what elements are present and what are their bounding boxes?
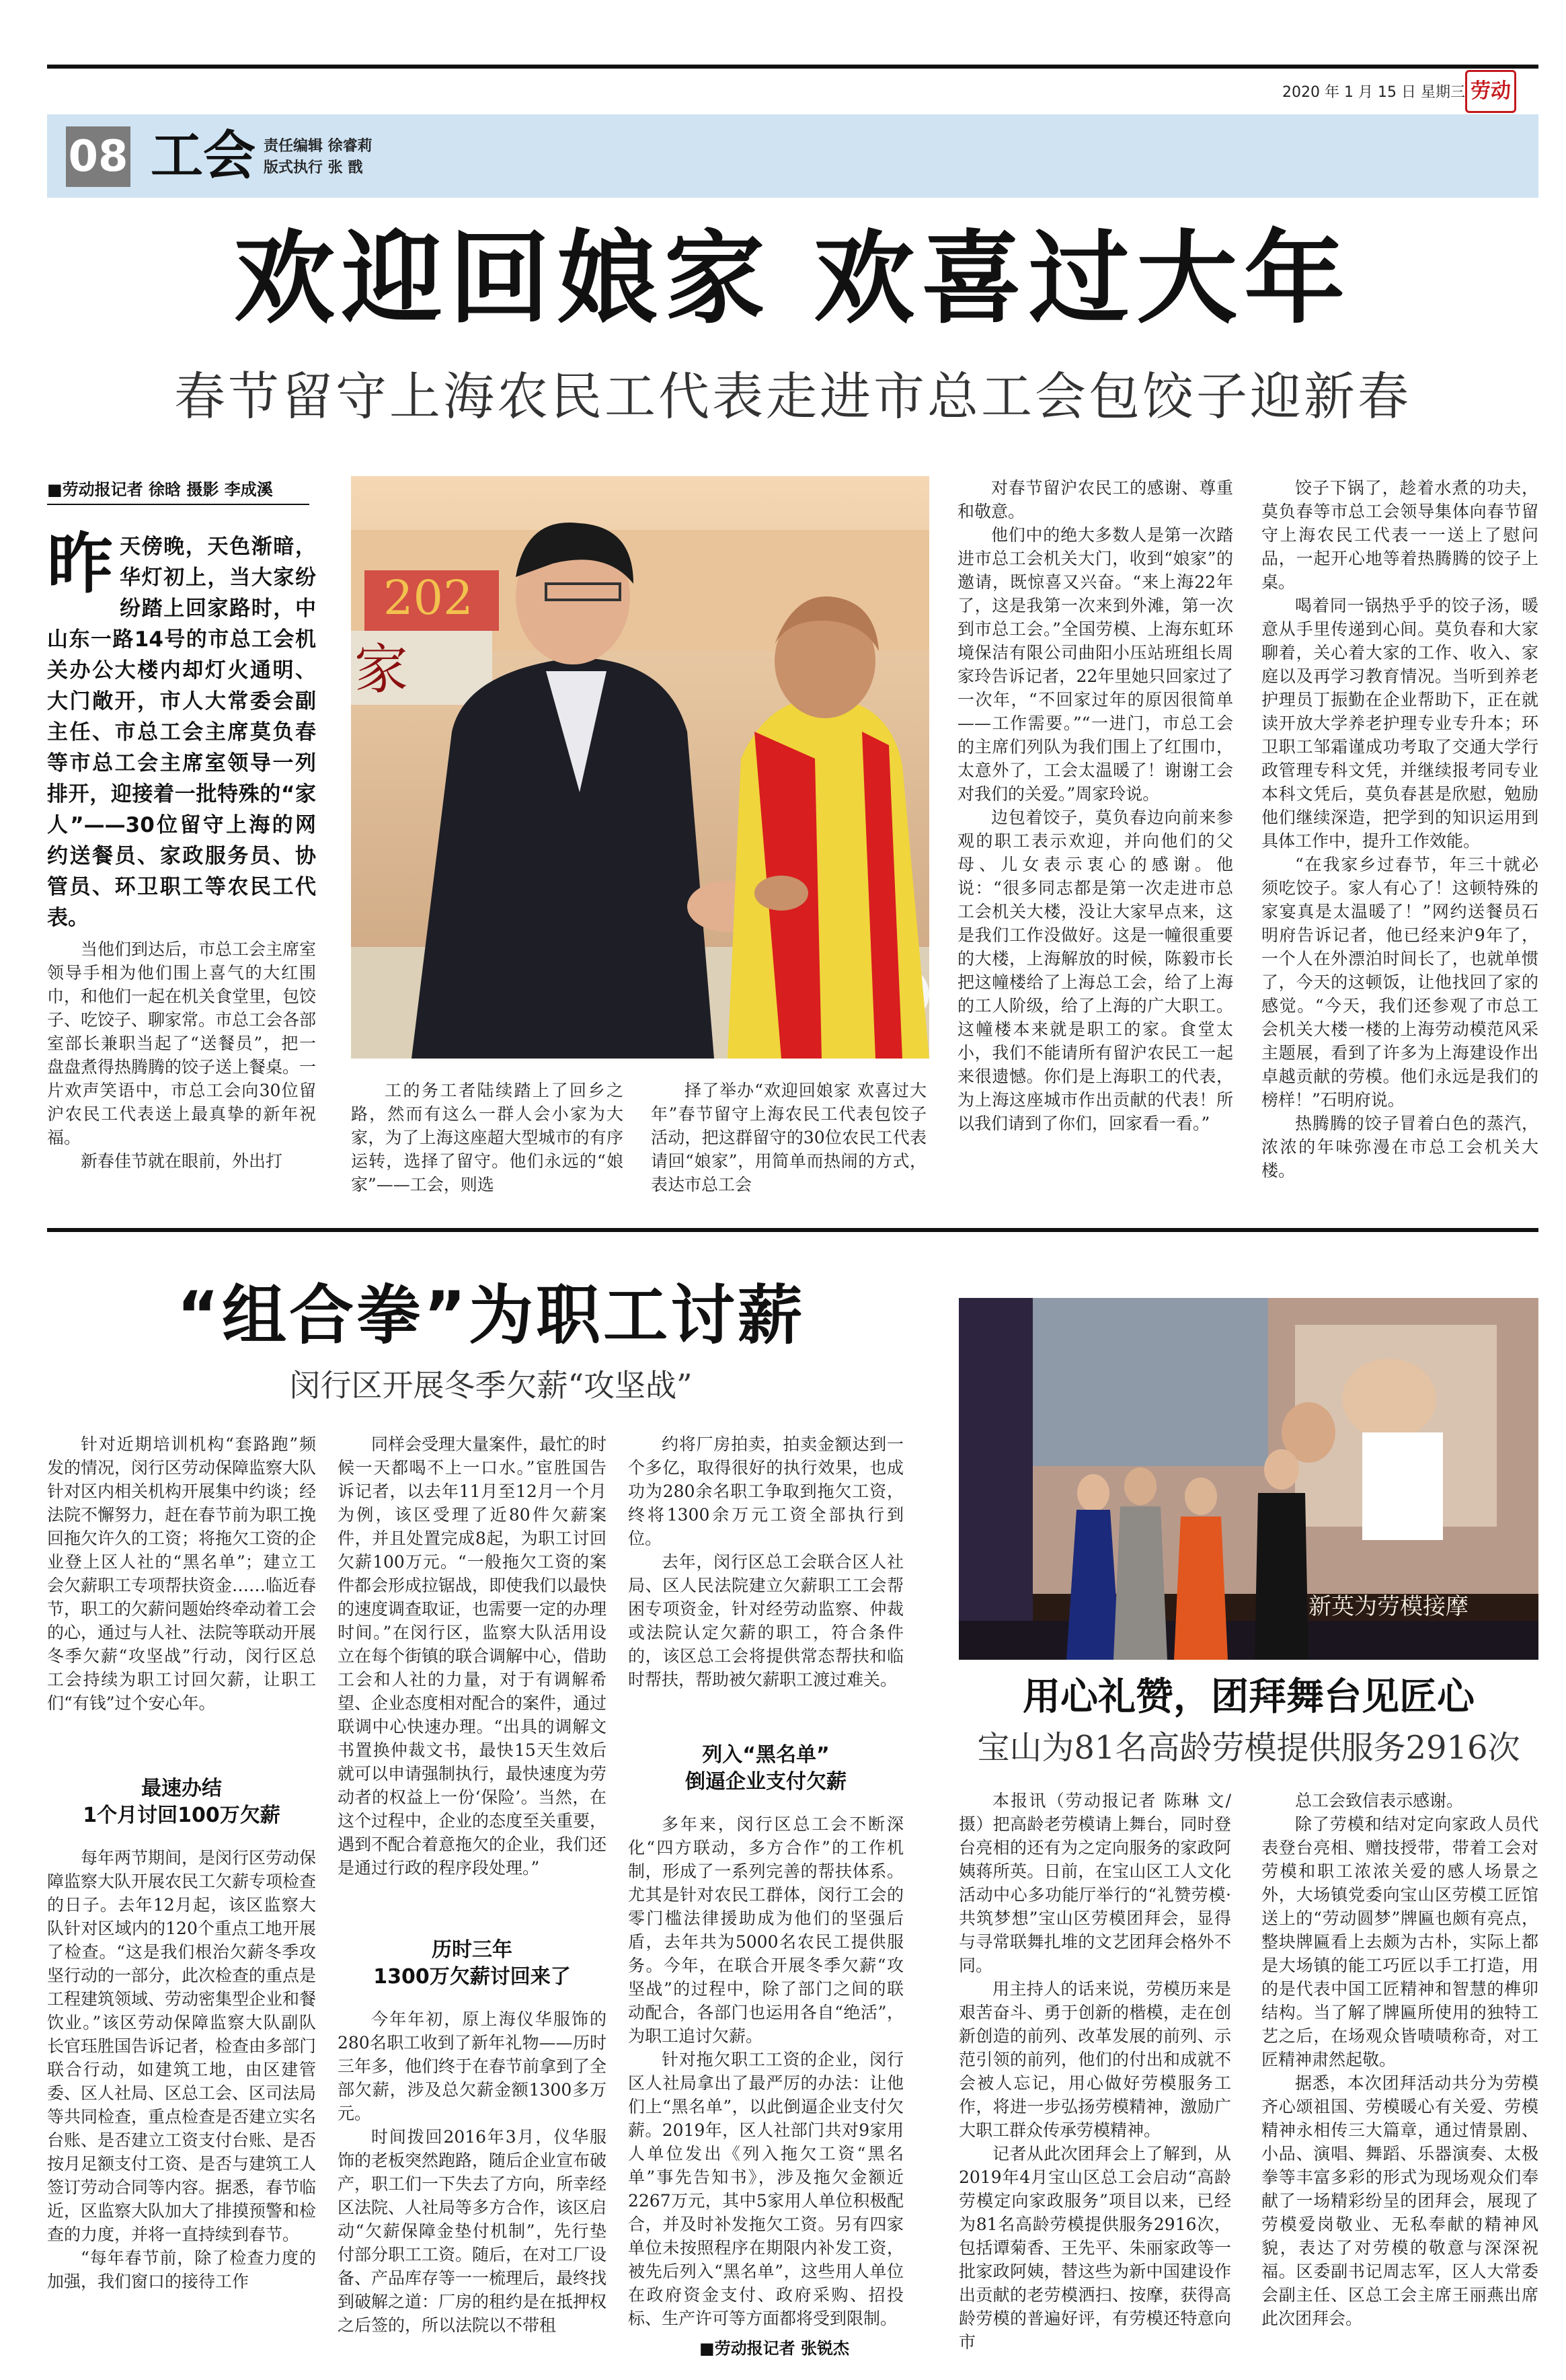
paragraph: 用主持人的话来说，劳模历来是艰苦奋斗、勇于创新的楷模，走在创新创造的前列、改革发展的前列、示范引领的前列，他们的付出和成就不会被人忘记，用心做好劳模服务工作，将进一步弘扬劳模精神，激励广大职工群众传承劳模精神。 — [959, 1979, 1231, 2140]
paragraph: 约将厂房拍卖，拍卖金额达到一个多亿，取得很好的执行效果，也成功为280余名职工争取到拖欠工资，终将1300余万元工资全部执行到位。 — [628, 1434, 904, 1548]
paragraph: 饺子下锅了，趁着水煮的功夫，莫负春等市总工会领导集体向春节留守上海农民工代表一一送上了慰问品，一起开心地等着热腾腾的饺子上桌。 — [1261, 478, 1538, 592]
paragraph: “在我家乡过春节，年三十就必须吃饺子。家人有心了！这顿特殊的家宴真是太温暖了！”网约送餐员石明府告诉记者，他已经来沪9年了，一个人在外漂泊时间长了，也就单惯了，今天的这顿饭，让他找回了家的感觉。“今天，我们还参观了市总工会机关大楼一楼的上海劳动模范风采主题展，看到了许多为上海建设作出卓越贡献的劳模。他们永远是我们的榜样！”石明府说。 — [1261, 855, 1538, 1110]
story2-col3b — [628, 1812, 904, 2330]
paragraph: 除了劳模和结对定向家政人员代表登台亮相、赠技授带，带着工会对劳模和职工浓浓关爱的感人场景之外，大场镇党委向宝山区劳模工匠馆送上的“劳动圆梦”牌匾也颇有亮点，整块牌匾看上去颇为古朴，实际上都是大场镇的能工巧匠以手工打造，用的是代表中国工匠精神和智慧的榫卯结构。当了解了牌匾所使用的独特工艺之后，在场观众皆啧啧称奇，对工匠精神肃然起敬。 — [1261, 1814, 1538, 2069]
story2-subtitle1a: 最速办结 — [141, 1777, 222, 1800]
paragraph: 总工会致信表示感谢。 — [1295, 1791, 1464, 1810]
paragraph: 对春节留沪农民工的感谢、尊重和敬意。 — [957, 478, 1233, 521]
stage-photo-illustration — [959, 1298, 1538, 1660]
paragraph: 工的务工者陆续踏上了回乡之路，然而有这么一群人会小家为大家，为了上海这座超大型城市的有序运转，选择了留守。他们永远的“娘家”——工会，则选 — [351, 1081, 623, 1194]
story2-col1a — [47, 1432, 316, 1762]
svg-text:家: 家 — [354, 638, 408, 701]
story1-byline: ■劳动报记者 徐晗 摄影 李成溪 — [47, 476, 309, 505]
story2-subtitle2a: 历时三年 — [432, 1938, 512, 1962]
editors-credit — [264, 136, 373, 179]
dumpling-photo — [351, 476, 929, 1059]
svg-text:202: 202 — [383, 570, 473, 625]
story1-col5 — [1261, 476, 1538, 1220]
paragraph: 今年年初，原上海仪华服饰的280名职工收到了新年礼物——历时三年多，他们终于在春节前拿到了全部欠薪，涉及总欠薪金额1300多万元。 — [338, 2009, 607, 2123]
story3-subheadline: 宝山为81名高龄劳模提供服务2916次 — [977, 1729, 1520, 1767]
paragraph: 他们中的绝大多数人是第一次踏进市总工会机关大门，收到“娘家”的邀请，既惊喜又兴奋。“来上海22年了，这是我第一次来到外滩，第一次到市总工会。”全国劳模、上海东虹环境保洁有限公司曲阳小压站班组长周家玲告诉记者，22年里她只回家过了一次年，“不回家过年的原因很简单——工作需要。”“一进门，市总工会的主席们列队为我们围上了红围巾，太意外了，工会太温暖了！谢谢工会对我们的关爱。”周家玲说。 — [957, 525, 1233, 804]
story1-col3 — [651, 1079, 927, 1220]
paragraph: 针对近期培训机构“套路跑”频发的情况，闵行区劳动保障监察大队针对区内相关机构开展集中约谈；经法院不懈努力，赶在春节前为职工挽回拖欠许久的工资；将拖欠工资的企业登上区人社的“黑名单”；建立工会欠薪职工专项帮扶资金……临近春节，职工的欠薪问题始终牵动着工会的心，通过与人社、法院等联动开展冬季欠薪“攻坚战”行动，闵行区总工会持续为职工讨回欠薪，让职工们“有钱”过个安心年。 — [47, 1434, 317, 1713]
paragraph: 多年来，闵行区总工会不断深化“四方联动，多方合作”的工作机制，形成了一系列完善的帮扶体系。尤其是针对农民工群体，闵行工会的零门槛法律援助成为他们的坚强后盾，去年共为5000名农民工提供服务。今年，在联合开展冬季欠薪“攻坚战”的过程中，除了部门之间的联动配合，各部门也运用各自“绝活”，为职工追讨欠薪。 — [628, 1814, 904, 2046]
paragraph: 本报讯（劳动报记者 陈琳 文/摄）把高龄老劳模请上舞台，同时登台亮相的还有为之定向服务的家政阿姨蒋所英。日前，在宝山区工人文化活动中心多功能厅举行的“礼赞劳模·共筑梦想”宝山区劳模团拜会，显得与寻常联舞扎堆的文艺团拜会格外不同。 — [959, 1791, 1231, 1975]
paragraph: 据悉，本次团拜活动共分为劳模齐心颂祖国、劳模暖心有关爱、劳模精神永相传三大篇章，通过情景剧、小品、演唱、舞蹈、乐器演奏、太极拳等丰富多彩的形式为现场观众们奉献了一场精彩纷呈的团拜会，展现了劳模爱岗敬业、无私奉献的精神风貌，表达了对劳模的敬意与深深祝福。区委副书记周志军，区人大常委会副主任、区总工会主席王丽燕出席此次团拜会。 — [1261, 2073, 1538, 2328]
paragraph: 当他们到达后，市总工会主席室领导手相为他们围上喜气的大红围巾，和他们一起在机关食堂里，包饺子、吃饺子、聊家常。市总工会各部室部长兼职当起了“送餐员”，把一盘盘煮得热腾腾的饺子送上餐桌。一片欢声笑语中，市总工会向30位留沪农民工代表送上最真挚的新年祝福。 — [47, 939, 317, 1147]
paragraph: 热腾腾的饺子冒着白色的蒸汽，浓浓的年味弥漫在市总工会机关大楼。 — [1261, 1114, 1538, 1180]
story1-lead — [47, 526, 316, 930]
section-name: 工会 — [151, 125, 256, 186]
paragraph: 喝着同一锅热乎乎的饺子汤，暖意从手里传递到心间。莫负春和大家聊着，关心着大家的工作、收入、家庭以及再学习教育情况。当听到养老护理员丁振勤在企业帮助下，正在就读开放大学养老护理专业专升本；环卫职工邹霜谨成功考取了交通大学行政管理专科文凭，并继续报考同专业本科文凭后，莫负春甚是欣慰，勉励他们继续深造，把学到的知识运用到具体工作中，提升工作效能。 — [1261, 596, 1538, 851]
photo-caption: 新英为劳模接摩 — [1308, 1593, 1469, 1620]
story2-headline: “组合拳”为职工讨薪 — [176, 1278, 806, 1353]
story3-col2 — [1261, 1789, 1538, 2360]
story2-subtitle1 — [47, 1775, 316, 1829]
dropcap: 昨 — [47, 526, 114, 603]
story2-subtitle3b: 倒逼企业支付欠薪 — [685, 1770, 847, 1794]
top-rule — [47, 65, 1538, 69]
story2-col1b — [47, 1846, 316, 2357]
stage-photo — [959, 1298, 1538, 1660]
newspaper-logo: 劳动 — [1465, 70, 1516, 113]
story2-col2a — [338, 1432, 606, 1923]
story1-lead-text: 天傍晚，天色渐暗，华灯初上，当大家纷纷踏上回家路时，中山东一路14号的市总工会机关办公大楼内却灯火通明、大门敞开，市人大常委会副主任、市总工会主席莫负春等市总工会主席室领导一列排开，迎接着一批特殊的“家人”——30位留守上海的网约送餐员、家政服务员、协管员、环卫职工等农民工代表。 — [47, 535, 316, 930]
paragraph: 同样会受理大量案件，最忙的时候一天都喝不上一口水。”宦胜国告诉记者，以去年11月至12月一个月为例，该区受理了近80件欠薪案件，并且处置完成8起，为职工讨回欠薪100万元。“一般拖欠工资的案件都会形成拉锯战，即使我们以最快的速度调查取证，也需要一定的办理时间。”在闵行区，监察大队活用设立在每个街镇的联合调解中心，借助工会和人社的力量，对于有调解希望、企业态度相对配合的案件，通过联调中心快速办理。“出具的调解文书置换仲裁文书，最快15天生效后就可以申请强制执行，最快速度为劳动者的权益上一份‘保险’。当然，在这个过程中，企业的态度至关重要，遇到不配合着意拖欠的企业，我们还是通过行政的程序段处理。” — [338, 1434, 607, 1878]
story1-col1 — [47, 937, 316, 1220]
story2-subheadline: 闵行区开展冬季欠薪“攻坚战” — [289, 1367, 693, 1404]
paragraph: “每年春节前，除了检查力度的加强，我们窗口的接待工作 — [47, 2248, 316, 2291]
paragraph: 新春佳节就在眼前，外出打 — [81, 1151, 283, 1171]
story3-headline: 用心礼赞，团拜舞台见匠心 — [1023, 1675, 1475, 1719]
story3-col1 — [959, 1789, 1231, 2360]
section-number: 08 — [66, 126, 130, 187]
story2-subtitle3 — [628, 1742, 904, 1796]
story1-headline: 欢迎回娘家 欢喜过大年 — [233, 221, 1352, 338]
story1-col2 — [351, 1079, 623, 1220]
middle-rule — [47, 1228, 1538, 1232]
paragraph: 去年，闵行区总工会联合区人社局、区人民法院建立欠薪职工工会帮困专项资金，针对经劳动监察、仲裁或法院认定欠薪的职工，符合条件的，该区总工会将提供常态帮扶和临时帮扶，帮助被欠薪职工渡过难关。 — [628, 1552, 904, 1689]
dumpling-photo-illustration — [351, 476, 929, 1059]
paragraph: 记者从此次团拜会上了解到，从2019年4月宝山区总工会启动“高龄劳模定向家政服务”项目以来，已经为81名高龄劳模提供服务2916次，包括谭菊香、王先平、朱丽家政等一批家政阿姨，替这些为新中国建设作出贡献的老劳模洒扫、按摩，获得高龄劳模的普遍好评，有劳模还特意向市 — [959, 2144, 1231, 2352]
paragraph: 边包着饺子，莫负春边向前来参观的职工表示欢迎，并向他们的父母、儿女表示衷心的感谢。他说：“很多同志都是第一次走进市总工会机关大楼，没让大家早点来，这是我们工作没做好。这是一幢很重要的大楼，上海解放的时候，陈毅市长把这幢楼给了上海总工会，给了上海的工人阶级，给了上海的广大职工。这幢楼本来就是职工的家。食堂太小，我们不能请所有留沪农民工一起来很遗憾。你们是上海职工的代表，为上海这座城市作出贡献的代表！所以我们请到了你们，回家看一看。” — [957, 808, 1233, 1133]
paragraph: 时间拨回2016年3月，仪华服饰的老板突然跑路，随后企业宣布破产，职工们一下失去了方向，所幸经区法院、人社局等多方合作，该区启动“欠薪保障金垫付机制”，先行垫付部分职工工资。随后，在对工厂设备、产品库存等一一梳理后，最终找到破解之道：厂房的租约是在抵押权之后签的，所以法院以不带租 — [338, 2127, 607, 2335]
story2-credit: ■劳动报记者 张锐杰 — [699, 2339, 850, 2358]
paragraph: 每年两节期间，是闵行区劳动保障监察大队开展农民工欠薪专项检查的日子。去年12月起，该区监察大队针对区域内的120个重点工地开展了检查。“这是我们根治欠薪冬季攻坚行动的一部分，此次检查的重点是工程建筑领域、劳动密集型企业和餐饮业。”该区劳动保障监察大队副队长官珏胜国告诉记者，检查由多部门联合行动，如建筑工地，由区建管委、区人社局、区总工会、区司法局等共同检查，重点检查是否建立实名台账、是否建立工资支付台账、是否按月足额支付工资、是否与建筑工人签订劳动合同等内容。据悉，春节临近，区监察大队加大了排摸预警和检查的力度，并将一直持续到春节。 — [47, 1848, 317, 2244]
story2-subtitle2b: 1300万欠薪讨回来了 — [373, 1965, 571, 1989]
story2-col2b — [338, 2007, 606, 2357]
story2-subtitle3a: 列入“黑名单” — [702, 1743, 830, 1767]
story2-col3a — [628, 1432, 904, 1728]
paragraph: 择了举办“欢迎回娘家 欢喜过大年”春节留守上海农民工代表包饺子活动，把这群留守的30位农民工代表请回“娘家”，用简单而热闹的方式，表达市总工会 — [651, 1081, 927, 1194]
layout-line: 版式执行 张 戬 — [264, 159, 363, 176]
issue-date: 2020 年 1 月 15 日 星期三 — [1282, 84, 1465, 101]
editor-line: 责任编辑 徐睿莉 — [264, 138, 373, 155]
story2-subtitle2 — [338, 1937, 606, 1991]
story1-col4 — [957, 476, 1233, 1220]
story2-subtitle1b: 1个月讨回100万欠薪 — [83, 1804, 280, 1827]
paragraph: 针对拖欠职工工资的企业，闵行区人社局拿出了最严厉的办法：让他们上“黑名单”，以此倒逼企业支付欠薪。2019年，区人社部门共对9家用人单位发出《列入拖欠工资“黑名单”事先告知书》，涉及拖欠金额近2267万元，其中5家用人单位积极配合，并及时补发拖欠工资。另有四家单位未按照程序在期限内补发工资，被先后列入“黑名单”，这些用人单位在政府资金支付、政府采购、招投标、生产许可等方面都将受到限制。 — [628, 2050, 904, 2328]
story1-subheadline: 春节留守上海农民工代表走进市总工会包饺子迎新春 — [174, 367, 1411, 426]
